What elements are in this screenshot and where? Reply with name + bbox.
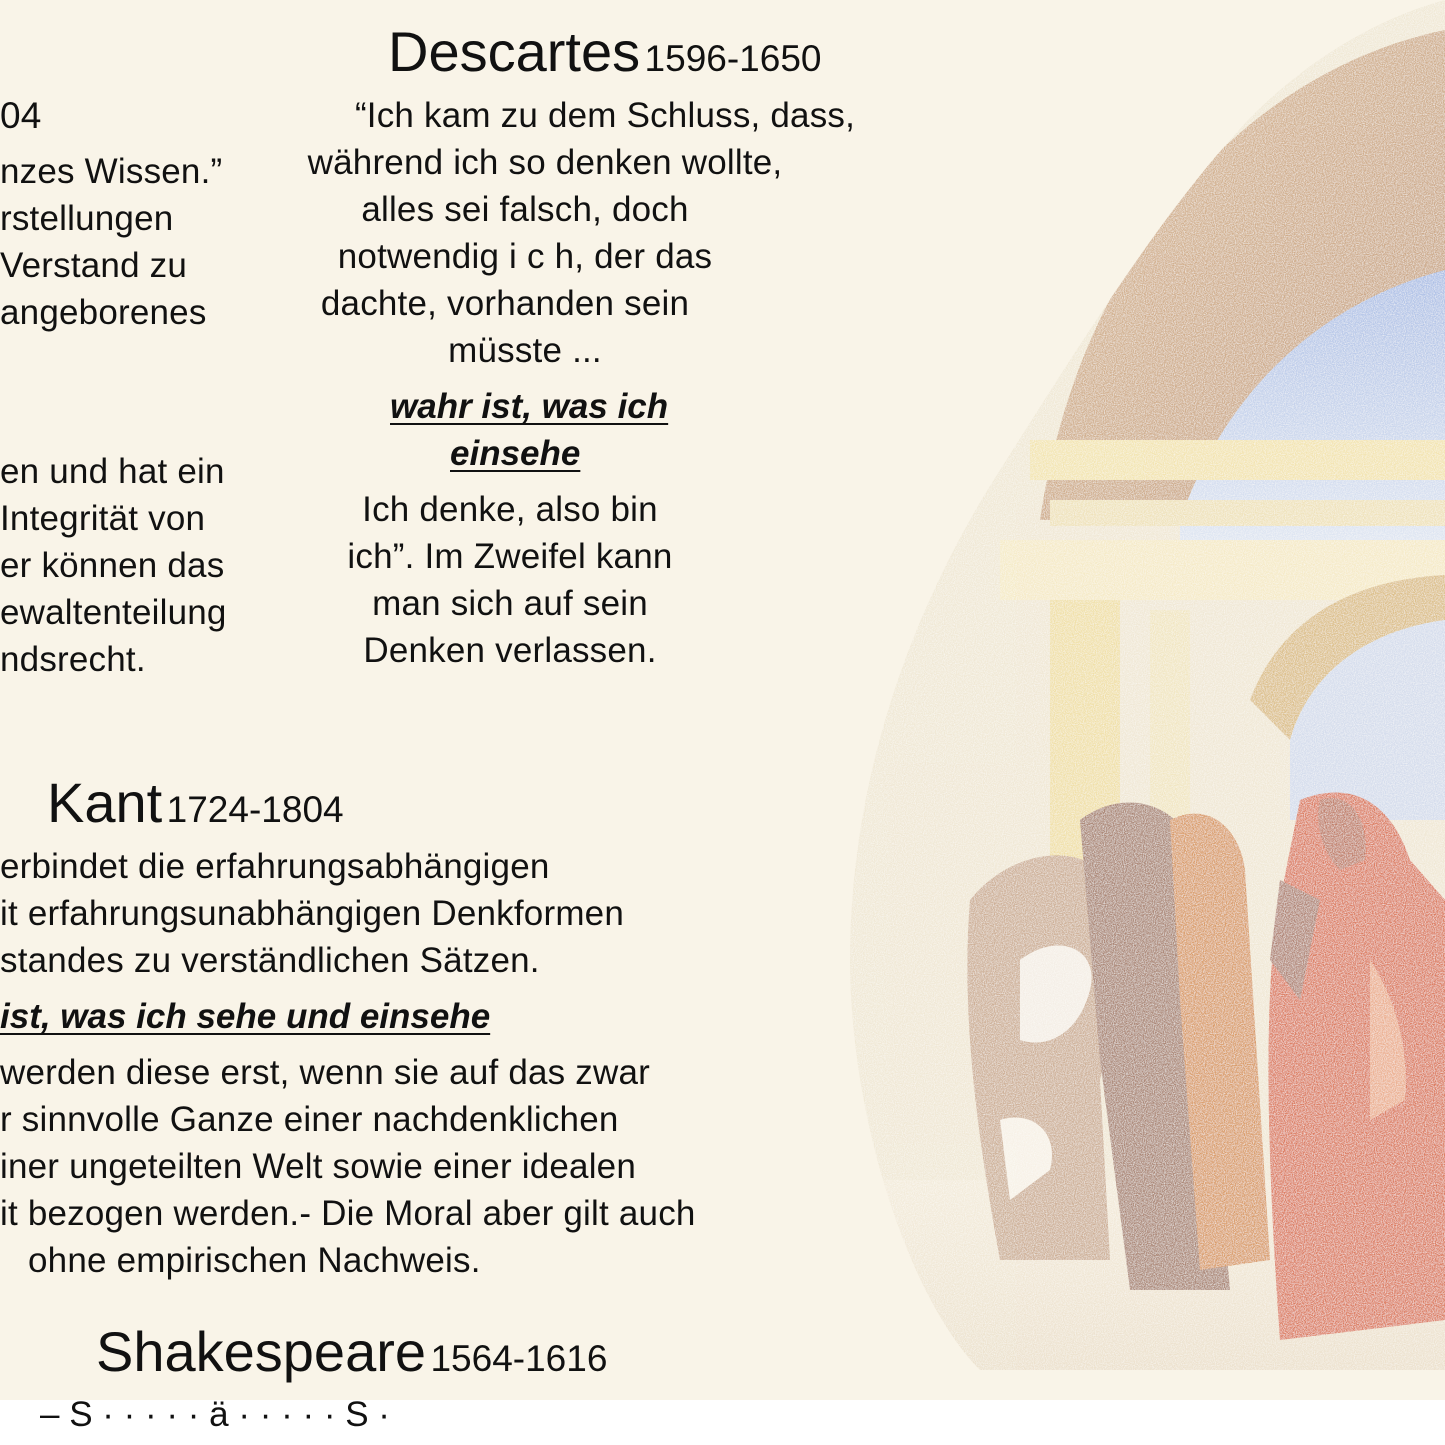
kant-motto-line (0, 993, 490, 1040)
locke-politics-line: er können das (0, 546, 225, 585)
locke-politics-line: ndsrecht. (0, 640, 146, 679)
kant-heading (47, 773, 344, 833)
kant-intro-line: standes zu verständlichen Sätzen. (0, 941, 540, 980)
kant-intro-line: erbindet die erfahrungsabhängigen (0, 847, 550, 886)
descartes-quote (307, 92, 900, 374)
descartes-motto: wahr ist, was ich (390, 387, 669, 426)
locke-politics-line: ewaltenteilung (0, 593, 227, 632)
school-of-athens-painting (850, 0, 1445, 1400)
locke-politics (0, 448, 227, 683)
kant-years: 1724-1804 (166, 789, 344, 830)
descartes-conclusion-line: man sich auf sein (372, 584, 648, 623)
descartes-motto-line-2 (450, 430, 580, 477)
locke-quote-line: Verstand zu (0, 246, 188, 285)
kant-body (0, 1049, 696, 1284)
descartes-conclusion-line: ich”. Im Zweifel kann (347, 537, 673, 576)
kant-body-line: ohne empirischen Nachweis. (28, 1241, 481, 1280)
locke-quote-line: angeborenes (0, 293, 207, 332)
locke-politics-line: Integrität von (0, 499, 206, 538)
kant-body-line: r sinnvolle Ganze einer nachdenklichen (0, 1100, 619, 1139)
shakespeare-cut-text: – S · · · · · ä · · · · · S · (40, 1395, 390, 1434)
descartes-quote-line: alles sei falsch, doch (361, 190, 689, 229)
descartes-quote-line: notwendig i c h, der das (337, 237, 713, 276)
shakespeare-heading (96, 1322, 607, 1382)
kant-intro-line: it erfahrungsunabhängigen Denkformen (0, 894, 625, 933)
shakespeare-years: 1564-1616 (430, 1338, 608, 1379)
locke-politics-line: en und hat ein (0, 452, 225, 491)
descartes-conclusion-line: Denken verlassen. (363, 631, 657, 670)
descartes-conclusion (320, 486, 700, 674)
descartes-heading (388, 22, 822, 82)
kant-body-line: it bezogen werden.- Die Moral aber gilt auch (0, 1194, 696, 1233)
descartes-quote-line: müsste ... (448, 331, 602, 370)
locke-quote-line: nzes Wissen.” (0, 152, 223, 191)
descartes-name: Descartes (388, 20, 641, 83)
descartes-years: 1596-1650 (644, 38, 822, 79)
descartes-quote-line: dachte, vorhanden sein (320, 284, 690, 323)
kant-body-line: iner ungeteilten Welt sowie einer idealen (0, 1147, 636, 1186)
descartes-motto-line-1 (390, 383, 668, 430)
descartes-conclusion-line: Ich denke, also bin (362, 490, 658, 529)
kant-motto: ist, was ich sehe und einsehe (0, 997, 491, 1036)
locke-quote-line: rstellungen (0, 199, 174, 238)
kant-name: Kant (47, 771, 163, 834)
shakespeare-name: Shakespeare (96, 1320, 427, 1383)
descartes-motto: einsehe (450, 434, 581, 473)
locke-years-fragment: 04 (0, 95, 42, 136)
descartes-quote-line: “Ich kam zu dem Schluss, dass, (354, 96, 856, 135)
descartes-quote-line: während ich so denken wollte, (307, 143, 783, 182)
kant-intro (0, 843, 624, 984)
kant-body-line: werden diese erst, wenn sie auf das zwar (0, 1053, 650, 1092)
